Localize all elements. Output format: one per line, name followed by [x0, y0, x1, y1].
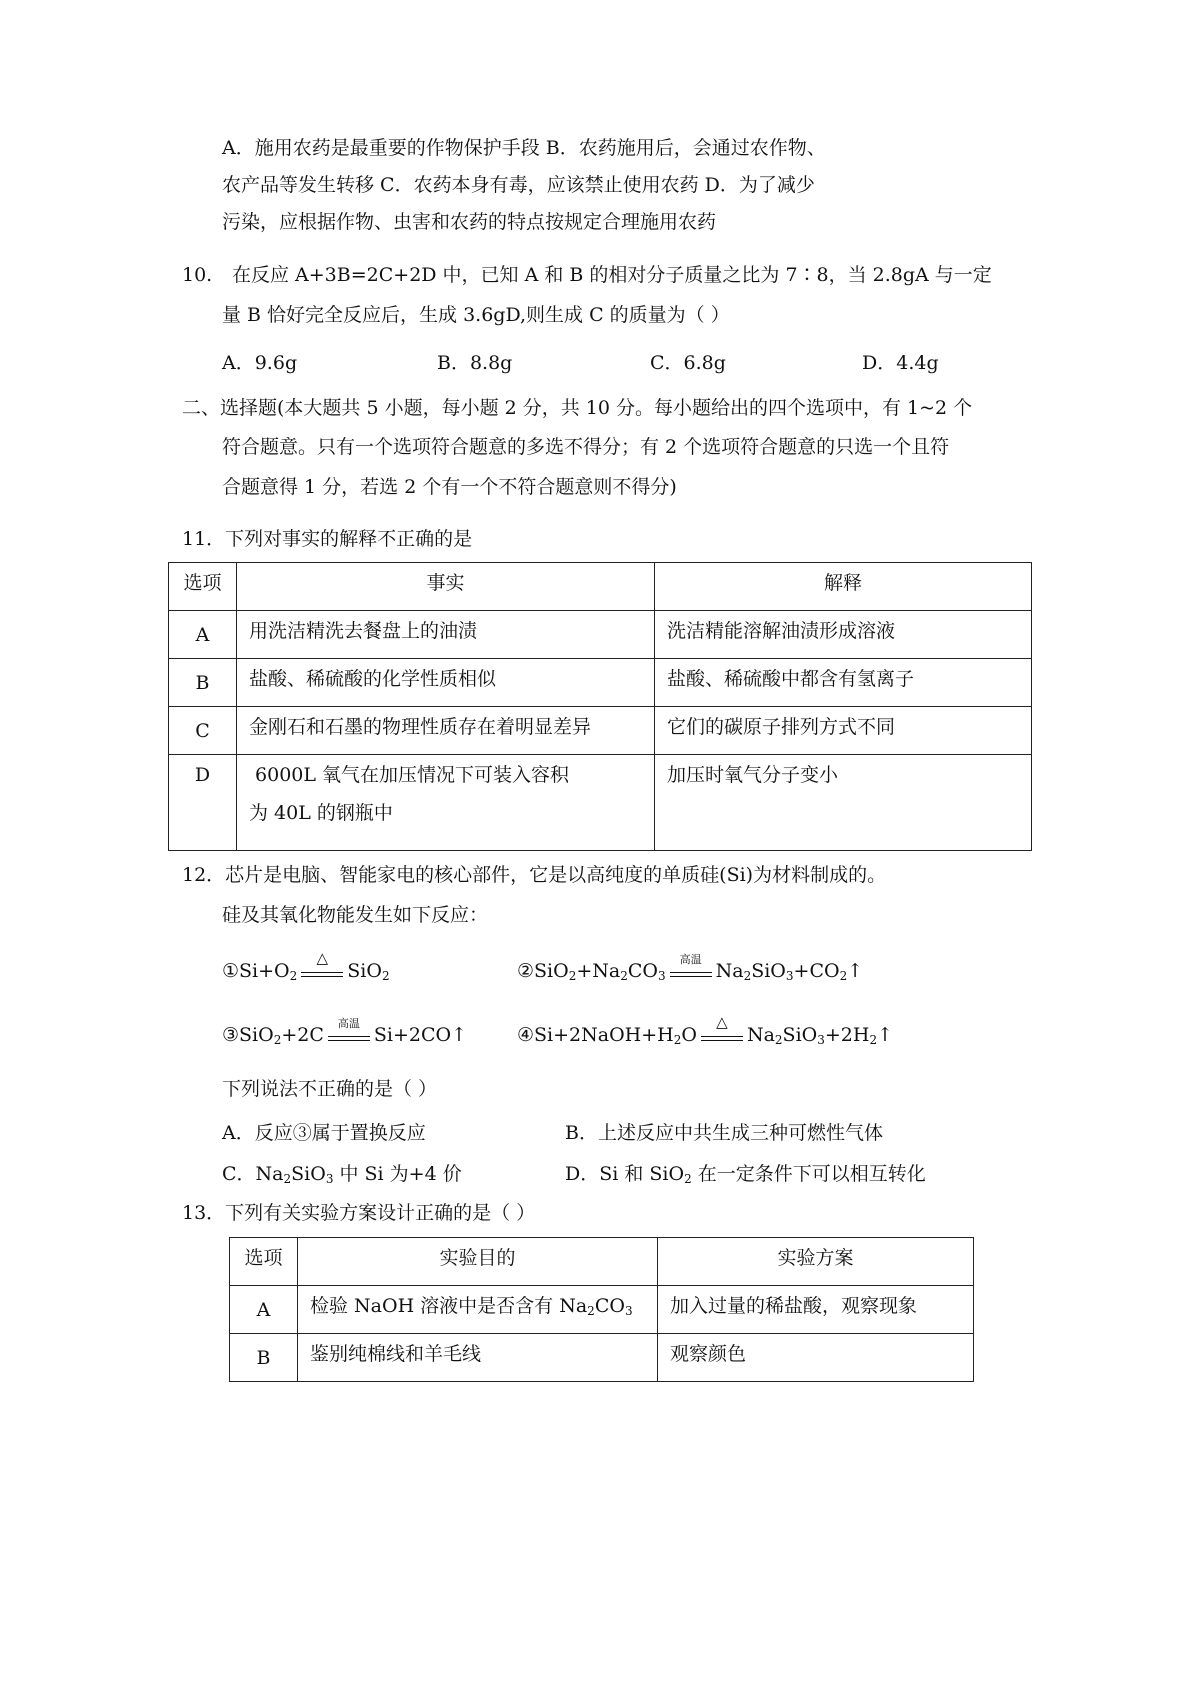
q10-option-a: A．9.6g — [222, 352, 298, 374]
table-header-row — [169, 563, 1032, 611]
row-option: A — [169, 611, 237, 659]
row-explanation: 洗洁精能溶解油渍形成溶液 — [655, 611, 1032, 659]
q13-stem: 13．下列有关实验方案设计正确的是（ ） — [182, 1202, 536, 1224]
row-fact — [237, 755, 655, 851]
q12-option-d: D．Si 和 SiO$_2$ 在一定条件下可以相互转化 — [565, 1163, 926, 1186]
q12-option-b: B．上述反应中共生成三种可燃性气体 — [565, 1122, 883, 1144]
heat-condition-icon: △ — [299, 959, 345, 985]
high-temperature-condition: 高温 — [668, 959, 714, 985]
header-option: 选项 — [230, 1238, 298, 1286]
row-option: C — [169, 707, 237, 755]
row-explanation: 它们的碳原子排列方式不同 — [655, 707, 1032, 755]
equation-2: $②SiO_2+Na_2CO_3$ 高温 $Na_2SiO_3+CO_2↑$ — [517, 953, 864, 983]
section-2-line-1: 二、选择题(本大题共 5 小题，每小题 2 分，共 10 分。每小题给出的四个选项中，有 1~2 个 — [182, 397, 973, 419]
header-plan: 实验方案 — [658, 1238, 974, 1286]
q11-stem: 11．下列对事实的解释不正确的是 — [182, 528, 473, 550]
q9-line-3: 污染，应根据作物、虫害和农药的特点按规定合理施用农药 — [222, 211, 717, 233]
q12-question: 下列说法不正确的是（ ） — [222, 1078, 438, 1100]
heat-condition-icon: △ — [699, 1023, 745, 1049]
q12-stem-line-2: 硅及其氧化物能发生如下反应： — [222, 904, 489, 926]
row-fact: 用洗洁精洗去餐盘上的油渍 — [237, 611, 655, 659]
q10-option-b: B．8.8g — [437, 352, 513, 374]
q10-option-d: D．4.4g — [862, 352, 939, 374]
q9-line-2: 农产品等发生转移 C．农药本身有毒，应该禁止使用农药 D．为了减少 — [222, 174, 815, 196]
row-plan: 加入过量的稀盐酸，观察现象 — [658, 1286, 974, 1334]
row-fact: 盐酸、稀硫酸的化学性质相似 — [237, 659, 655, 707]
q10-option-c: C．6.8g — [650, 352, 726, 374]
row-option: B — [230, 1334, 298, 1382]
table-row — [169, 611, 1032, 659]
row-purpose: 鉴别纯棉线和羊毛线 — [298, 1334, 658, 1382]
q10-stem-line-2: 量 B 恰好完全反应后，生成 3.6gD,则生成 C 的质量为（ ） — [222, 304, 730, 326]
equation-4: $④Si+2NaOH+H_2O$ △ $Na_2SiO_3+2H_2↑$ — [517, 1013, 893, 1047]
q12-option-c: C．$Na_2SiO_3$ 中 Si 为+4 价 — [222, 1163, 462, 1186]
header-option: 选项 — [169, 563, 237, 611]
section-2-line-3: 合题意得 1 分，若选 2 个有一个不符合题意则不得分) — [222, 476, 677, 498]
row-option: B — [169, 659, 237, 707]
high-temperature-condition: 高温 — [326, 1023, 372, 1049]
row-purpose: 检验 NaOH 溶液中是否含有 $Na_2CO_3$ — [298, 1286, 658, 1334]
table-row — [169, 755, 1032, 851]
row-fact: 金刚石和石墨的物理性质存在着明显差异 — [237, 707, 655, 755]
q9-line-1: A．施用农药是最重要的作物保护手段 B．农药施用后，会通过农作物、 — [222, 137, 826, 159]
table-header-row — [230, 1238, 974, 1286]
q12-stem-line-1: 12．芯片是电脑、智能家电的核心部件，它是以高纯度的单质硅(Si)为材料制成的。 — [182, 864, 887, 886]
q10-number: 10. — [182, 264, 213, 286]
header-purpose: 实验目的 — [298, 1238, 658, 1286]
row-plan: 观察颜色 — [658, 1334, 974, 1382]
row-explanation: 加压时氧气分子变小 — [655, 755, 1032, 851]
q10-stem-line-1: 在反应 A+3B=2C+2D 中，已知 A 和 B 的相对分子质量之比为 7∶8，当 2.8gA 与一定 — [232, 264, 992, 286]
table-row — [230, 1334, 974, 1382]
header-explanation: 解释 — [655, 563, 1032, 611]
header-fact: 事实 — [237, 563, 655, 611]
equation-3: ③SiO$_2$+2C 高温 Si+2CO↑ — [222, 1017, 468, 1047]
table-row — [230, 1286, 974, 1334]
row-fact-line-2: 为 40L 的钢瓶中 — [249, 802, 393, 824]
section-2-line-2: 符合题意。只有一个选项符合题意的多选不得分；有 2 个选项符合题意的只选一个且符 — [222, 436, 950, 458]
q11-table — [168, 562, 1032, 851]
table-row — [169, 707, 1032, 755]
row-option: A — [230, 1286, 298, 1334]
table-row — [169, 659, 1032, 707]
q13-table — [229, 1237, 974, 1382]
equation-1: $①Si+O_2$ △ SiO$_2$ — [222, 949, 390, 983]
q12-option-a: A．反应③属于置换反应 — [222, 1122, 426, 1144]
row-option: D — [169, 755, 237, 851]
row-fact-line-1: 6000L 氧气在加压情况下可装入容积 — [249, 764, 570, 786]
row-explanation: 盐酸、稀硫酸中都含有氢离子 — [655, 659, 1032, 707]
